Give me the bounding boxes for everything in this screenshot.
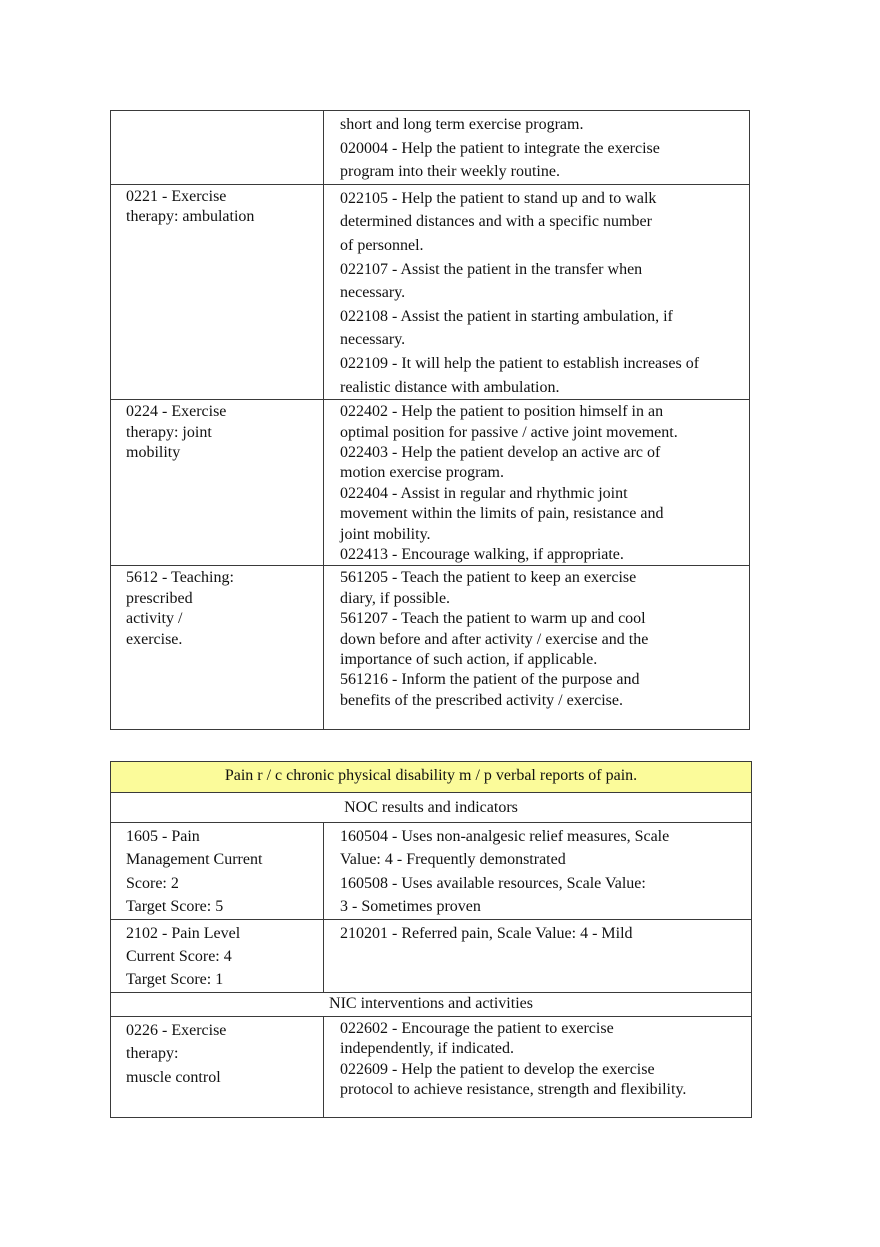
activity-line: short and long term exercise program. [340, 116, 584, 133]
activity-line: 022402 - Help the patient to position himself in an [340, 403, 664, 421]
activity-line: 561205 - Teach the patient to keep an exercise [340, 569, 637, 587]
pain-care-plan-table [110, 761, 752, 1118]
activities-cell [324, 111, 750, 185]
indicator-line: 3 - Sometimes proven [340, 898, 481, 916]
activity-line: program into their weekly routine. [340, 163, 560, 181]
outcome-line: 1605 - Pain [126, 828, 200, 845]
outcome-cell [111, 919, 324, 992]
activities-cell [324, 400, 750, 566]
activity-line: 022107 - Assist the patient in the transfer when [340, 260, 643, 278]
intervention-line: therapy: [126, 1045, 179, 1063]
activity-line: 022602 - Encourage the patient to exercise [340, 1019, 614, 1037]
activity-line: of personnel. [340, 236, 424, 254]
intervention-line: 0221 - Exercise [126, 187, 227, 205]
activity-line: 022109 - It will help the patient to establish increases of [340, 354, 700, 372]
outcome-line: 2102 - Pain Level [126, 924, 241, 942]
activity-line: 561216 - Inform the patient of the purpose and [340, 671, 640, 689]
intervention-cell [111, 184, 324, 399]
activities-cell [324, 184, 750, 399]
activity-line: 022609 - Help the patient to develop the exercise [340, 1060, 655, 1078]
activity-line: necessary. [340, 331, 406, 349]
indicator-line: 160508 - Uses available resources, Scale Value: [340, 874, 646, 892]
activity-line: necessary. [340, 284, 406, 302]
intervention-line: mobility [126, 443, 181, 461]
diagnosis-title: Pain r / c chronic physical disability m / p verbal reports of pain. [111, 762, 752, 793]
diagnosis-title-row [111, 762, 752, 793]
table-row [111, 184, 750, 399]
outcome-line: Target Score: 5 [126, 898, 224, 916]
activity-line: motion exercise program. [340, 464, 504, 482]
nic-header-row [111, 992, 752, 1016]
outcome-cell [111, 823, 324, 920]
activity-line: 022413 - Encourage walking, if appropriate. [340, 545, 624, 563]
outcome-line: Management Current [126, 851, 263, 869]
intervention-line: 0224 - Exercise [126, 403, 227, 421]
activity-line: protocol to achieve resistance, strength and flexibility. [340, 1081, 687, 1099]
activity-line: 561207 - Teach the patient to warm up and cool [340, 610, 646, 628]
activity-line: diary, if possible. [340, 589, 451, 607]
outcome-line: Current Score: 4 [126, 948, 232, 966]
indicator-line: 210201 - Referred pain, Scale Value: 4 - Mild [340, 924, 633, 942]
activity-line: 022105 - Help the patient to stand up and to walk [340, 189, 657, 207]
activity-line: importance of such action, if applicable. [340, 651, 598, 668]
intervention-cell [111, 111, 324, 185]
intervention-line: 5612 - Teaching: [126, 569, 234, 587]
indicator-line: Value: 4 - Frequently demonstrated [340, 851, 566, 869]
intervention-cell [111, 566, 324, 730]
activity-line: optimal position for passive / active joint movement. [340, 423, 678, 441]
activity-line: realistic distance with ambulation. [340, 378, 560, 396]
table-row [111, 111, 750, 185]
intervention-line: activity / [126, 610, 183, 628]
intervention-line: therapy: joint [126, 423, 212, 441]
activity-line: 020004 - Help the patient to integrate the exercise [340, 139, 660, 157]
outcome-line: Target Score: 1 [126, 971, 224, 989]
activity-line: down before and after activity / exercise and the [340, 630, 649, 648]
table-row [111, 823, 752, 920]
activity-line: 022108 - Assist the patient in starting ambulation, if [340, 307, 673, 325]
interventions-table-continued [110, 110, 750, 730]
table-row [111, 1016, 752, 1117]
table-row [111, 566, 750, 730]
indicator-line: 160504 - Uses non-analgesic relief measures, Scale [340, 828, 670, 845]
table-row [111, 919, 752, 992]
table-row [111, 400, 750, 566]
outcome-line: Score: 2 [126, 874, 179, 892]
activity-line: independently, if indicated. [340, 1040, 515, 1058]
intervention-cell [111, 1016, 324, 1117]
intervention-line: muscle control [126, 1068, 221, 1086]
indicators-cell [324, 919, 752, 992]
nic-header: NIC interventions and activities [111, 992, 752, 1016]
activity-line: 022403 - Help the patient develop an active arc of [340, 443, 661, 461]
noc-header: NOC results and indicators [111, 793, 752, 823]
intervention-cell [111, 400, 324, 566]
activity-line: determined distances and with a specific number [340, 213, 652, 231]
activity-line: joint mobility. [340, 525, 431, 543]
intervention-line: prescribed [126, 589, 193, 607]
activity-line: movement within the limits of pain, resistance and [340, 505, 664, 523]
noc-header-row [111, 793, 752, 823]
indicators-cell [324, 823, 752, 920]
intervention-line: 0226 - Exercise [126, 1021, 227, 1039]
activity-line: benefits of the prescribed activity / exercise. [340, 691, 623, 709]
intervention-line: therapy: ambulation [126, 208, 255, 226]
activity-line: 022404 - Assist in regular and rhythmic joint [340, 484, 628, 502]
activities-cell [324, 566, 750, 730]
intervention-line: exercise. [126, 630, 183, 648]
activities-cell [324, 1016, 752, 1117]
